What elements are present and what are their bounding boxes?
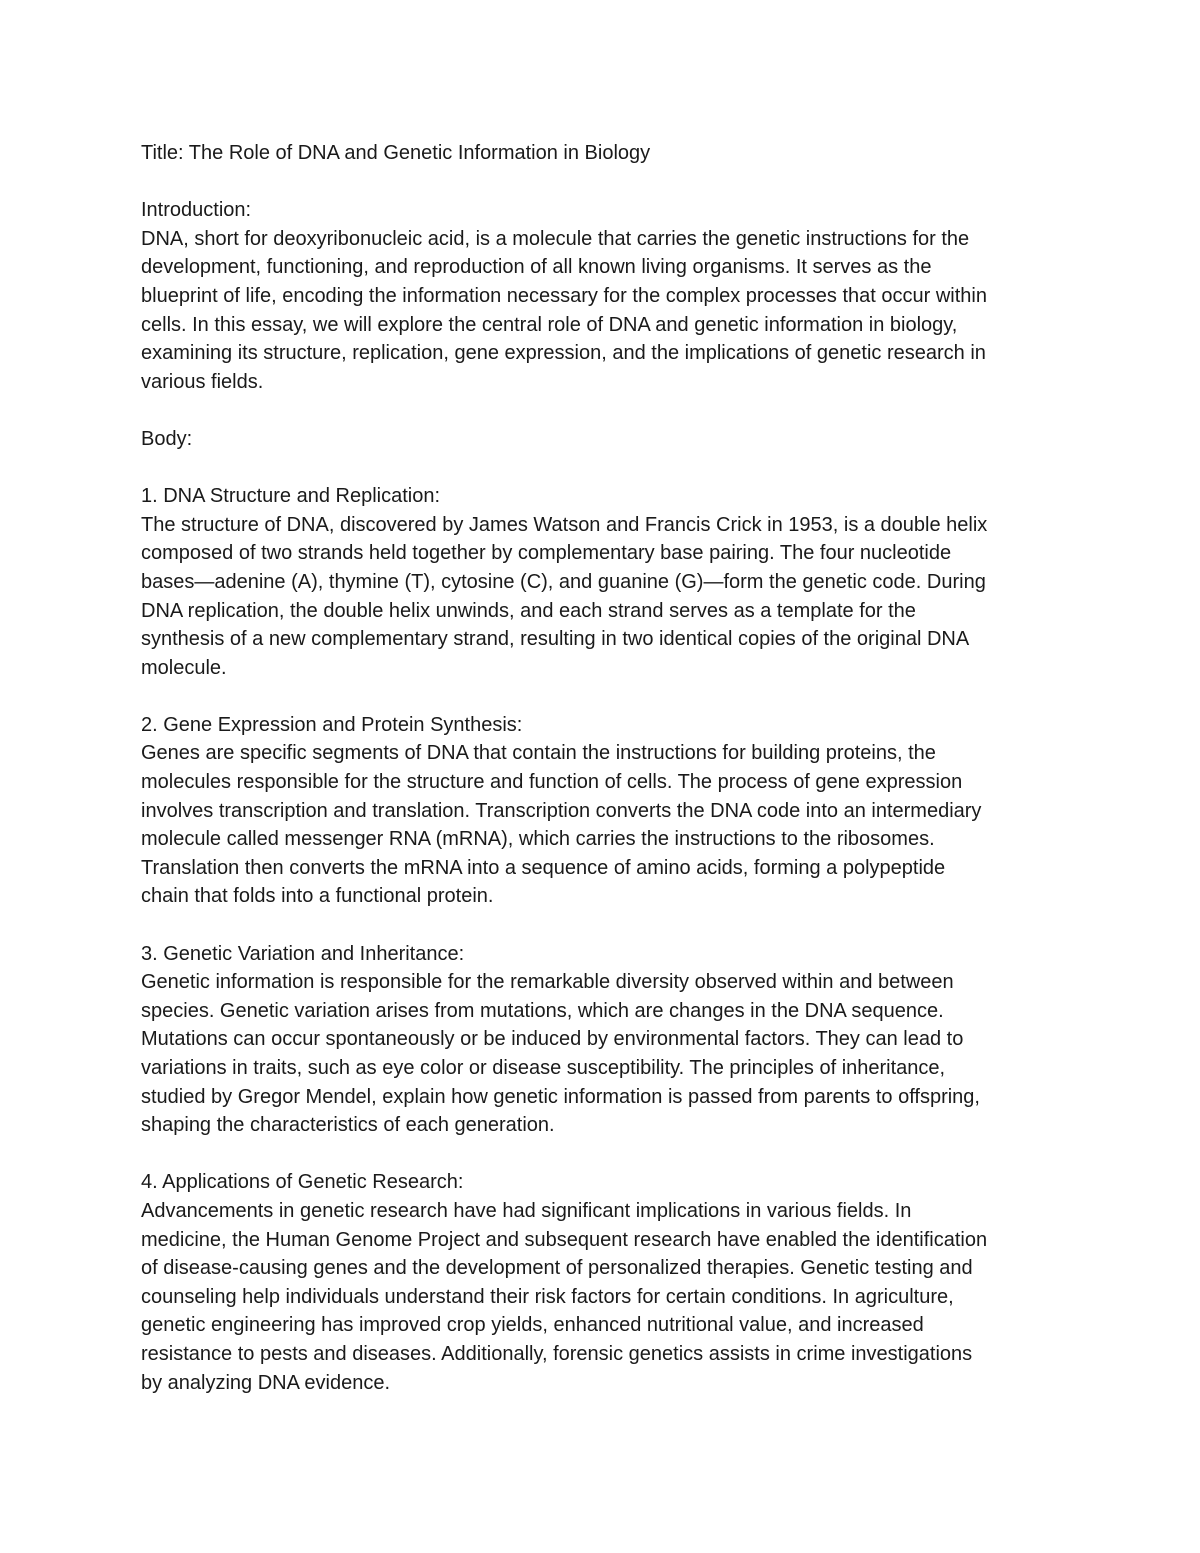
paragraph-line: involves transcription and translation. Transcription converts the DNA code into an intermediary xyxy=(141,799,982,822)
blank-line xyxy=(141,396,1066,425)
section-heading: 2. Gene Expression and Protein Synthesis: xyxy=(141,713,523,736)
section-gene-expression xyxy=(141,711,1066,911)
blank-line xyxy=(141,1140,1066,1169)
paragraph-line: synthesis of a new complementary strand, resulting in two identical copies of the original DNA xyxy=(141,628,970,651)
paragraph-line: genetic engineering has improved crop yields, enhanced nutritional value, and increased xyxy=(141,1314,924,1337)
blank-line xyxy=(141,454,1066,483)
body-heading: Body: xyxy=(141,427,193,450)
document-title: Title: The Role of DNA and Genetic Information in Biology xyxy=(141,142,651,164)
paragraph-line: molecule called messenger RNA (mRNA), which carries the instructions to the ribosomes. xyxy=(141,828,935,851)
paragraph-line: counseling help individuals understand their risk factors for certain conditions. In agriculture, xyxy=(141,1285,954,1308)
paragraph-line: variations in traits, such as eye color or disease susceptibility. The principles of inheritance, xyxy=(141,1057,946,1079)
paragraph-line: medicine, the Human Genome Project and subsequent research have enabled the identification xyxy=(141,1228,988,1251)
section-dna-structure xyxy=(141,482,1066,682)
paragraph-line: The structure of DNA, discovered by James Watson and Francis Crick in 1953, is a double helix xyxy=(141,513,988,536)
paragraph-line: composed of two strands held together by complementary base pairing. The four nucleotide xyxy=(141,542,952,565)
paragraph-line: molecules responsible for the structure and function of cells. The process of gene expression xyxy=(141,771,963,794)
section-applications xyxy=(141,1168,1066,1397)
paragraph-line: DNA, short for deoxyribonucleic acid, is a molecule that carries the genetic instructions for the xyxy=(141,227,970,250)
blank-line xyxy=(141,168,1066,197)
introduction-section xyxy=(141,196,1066,396)
paragraph-line: blueprint of life, encoding the information necessary for the complex processes that occur within xyxy=(141,284,987,307)
paragraph-line: of disease-causing genes and the development of personalized therapies. Genetic testing and xyxy=(141,1257,973,1280)
paragraph-line: DNA replication, the double helix unwinds, and each strand serves as a template for the xyxy=(141,599,916,622)
blank-line xyxy=(141,682,1066,711)
paragraph-line: resistance to pests and diseases. Additionally, forensic genetics assists in crime investigations xyxy=(141,1342,973,1365)
paragraph-line: studied by Gregor Mendel, explain how genetic information is passed from parents to offspring, xyxy=(141,1085,980,1108)
paragraph-line: chain that folds into a functional protein. xyxy=(141,885,494,908)
section-heading: 3. Genetic Variation and Inheritance: xyxy=(141,942,465,965)
paragraph-line: Advancements in genetic research have had significant implications in various fields. In xyxy=(141,1199,912,1222)
paragraph-line: shaping the characteristics of each generation. xyxy=(141,1114,555,1137)
paragraph-line: various fields. xyxy=(141,370,264,393)
paragraph-line: bases—adenine (A), thymine (T), cytosine (C), and guanine (G)—form the genetic code. During xyxy=(141,570,986,593)
section-heading: 4. Applications of Genetic Research: xyxy=(141,1171,464,1194)
paragraph-line: molecule. xyxy=(141,656,227,679)
introduction-heading: Introduction: xyxy=(141,199,252,222)
document-page xyxy=(141,139,1066,1397)
paragraph-line: development, functioning, and reproduction of all known living organisms. It serves as the xyxy=(141,256,932,279)
section-heading: 1. DNA Structure and Replication: xyxy=(141,485,441,508)
blank-line xyxy=(141,911,1066,940)
section-genetic-variation xyxy=(141,940,1066,1140)
paragraph-line: cells. In this essay, we will explore the central role of DNA and genetic information in biology, xyxy=(141,313,958,336)
paragraph-line: examining its structure, replication, gene expression, and the implications of genetic research in xyxy=(141,342,986,365)
paragraph-line: Translation then converts the mRNA into a sequence of amino acids, forming a polypeptide xyxy=(141,856,946,879)
paragraph-line: Genes are specific segments of DNA that contain the instructions for building proteins, the xyxy=(141,742,936,765)
paragraph-line: Mutations can occur spontaneously or be induced by environmental factors. They can lead to xyxy=(141,1028,964,1051)
paragraph-line: Genetic information is responsible for the remarkable diversity observed within and between xyxy=(141,971,954,994)
paragraph-line: species. Genetic variation arises from mutations, which are changes in the DNA sequence. xyxy=(141,999,944,1022)
paragraph-line: by analyzing DNA evidence. xyxy=(141,1371,391,1394)
